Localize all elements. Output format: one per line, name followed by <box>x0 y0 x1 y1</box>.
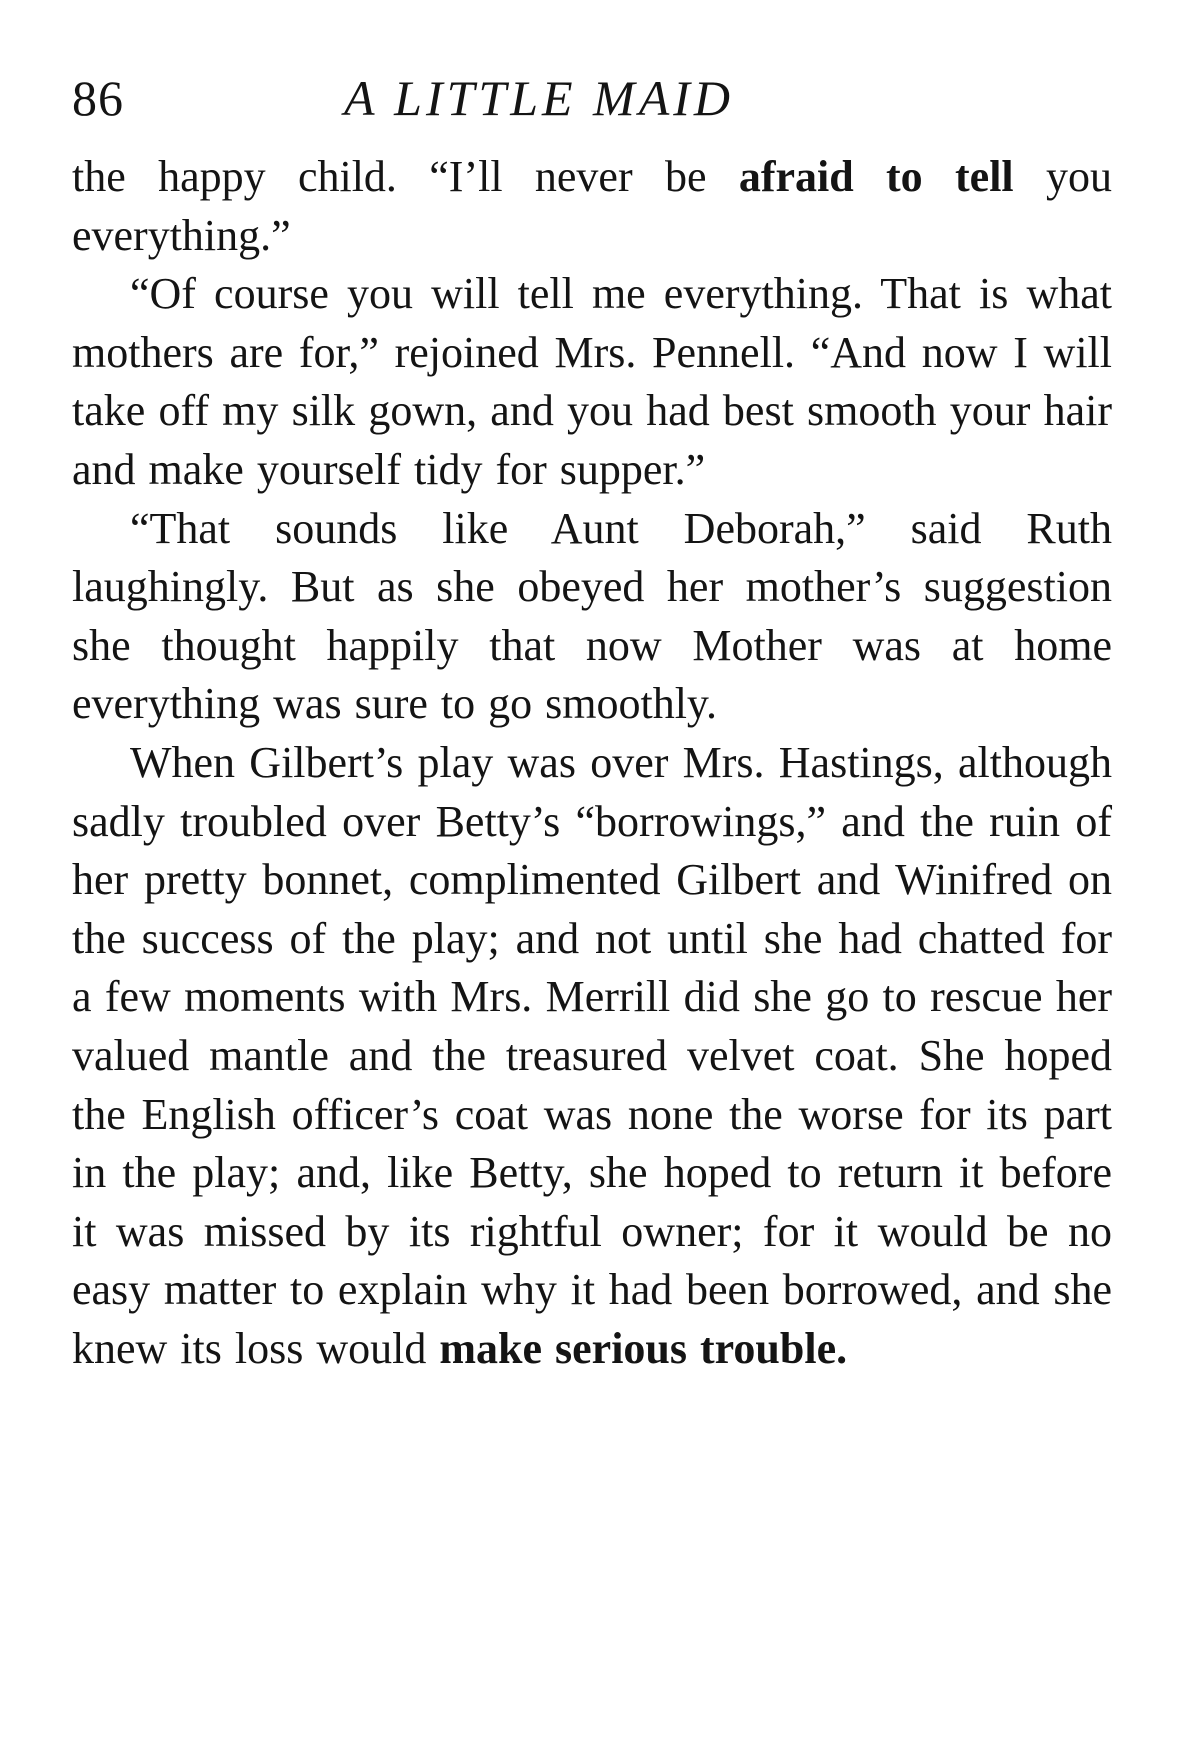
paragraph-1-tail: you everything.” <box>72 152 1112 260</box>
body-text <box>72 148 1112 1378</box>
page-number: 86 <box>72 70 124 126</box>
paragraph-2: “Of course you will tell me everything. That is what mothers are for,” rejoined Mrs. Pennell. “And now I will take off my silk gown, and you had best smooth your hair and make yourself tidy for supper.” <box>72 269 1112 494</box>
paragraph-3: “That sounds like Aunt Deborah,” said Ruth laughingly. But as she obeyed her mother’s suggestion she thought happily that now Mother was at home everything was sure to go smoothly. <box>72 503 1112 729</box>
paragraph-1-text: the happy child. “I’ll never be <box>72 152 739 201</box>
book-page <box>72 62 1112 1378</box>
paragraph-4-text: When Gilbert’s play was over Mrs. Hastings, although sadly troubled over Betty’s “borrowings,” and the ruin of her pretty bonnet, complimented Gilbert and Winifred on the success of the play; and not until she had chatted for a few moments with Mrs. Merrill did she go to rescue her valued mantle and the treasured velvet coat. She hoped the English officer’s coat was none the worse for its part in the play; and, like Betty, she hoped to return it before it was missed by its rightful owner; for it would be no easy matter to explain why it had been borrowed, and she knew its loss would <box>72 737 1112 1373</box>
paragraph-1-bold-text: afraid to tell <box>738 152 1014 201</box>
paragraph-4 <box>72 734 1112 1379</box>
running-title: A LITTLE MAID <box>344 70 735 126</box>
paragraph-4-bold-text: make serious trouble. <box>439 1323 848 1373</box>
paragraph-1 <box>72 148 1112 265</box>
running-head <box>72 62 1112 134</box>
